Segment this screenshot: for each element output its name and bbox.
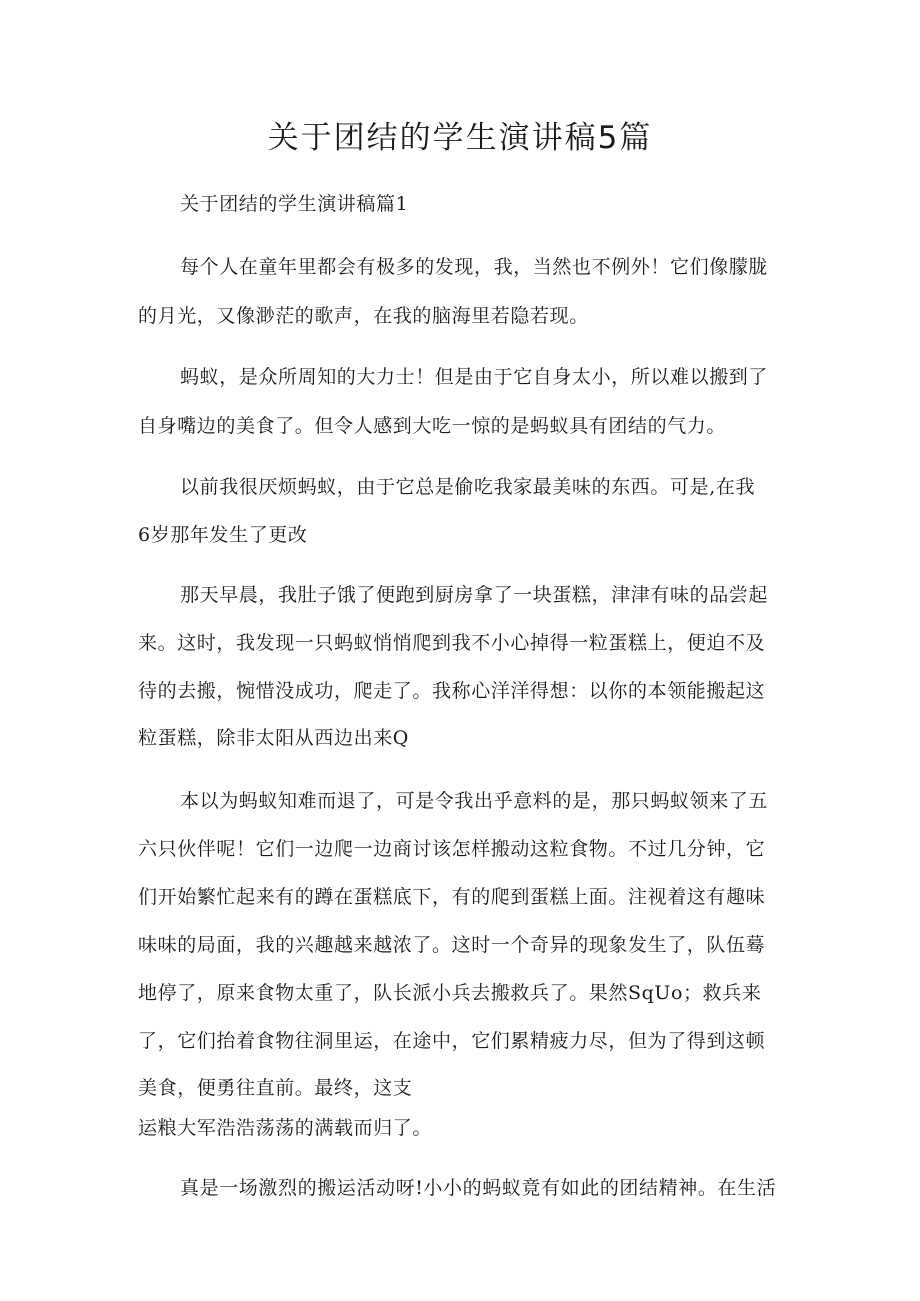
paragraph-line: 美食，便勇往直前。最终，这支: [138, 1077, 413, 1099]
paragraph-line: 那天早晨，我肚子饿了便跑到厨房拿了一块蛋糕，津津有味的品尝起: [180, 584, 769, 606]
paragraph-line: 地停了，原来食物太重了，队长派小兵去搬救兵了。果然SqUo；救兵来: [138, 982, 762, 1004]
paragraph-line: 每个人在童年里都会有极多的发现，我，当然也不例外！它们像朦胧: [180, 256, 769, 278]
paragraph-line: 粒蛋糕，除非太阳从西边出来Q: [138, 727, 409, 749]
paragraph-line: 蚂蚁，是众所周知的大力士！但是由于它自身太小，所以难以搬到了: [180, 366, 769, 388]
paragraph-line: 待的去搬，惋惜没成功，爬走了。我称心洋洋得想：以你的本领能搬起这: [138, 680, 766, 702]
section-heading: 关于团结的学生演讲稿篇1: [180, 193, 409, 215]
paragraph-line: 真是一场激烈的搬运活动呀!小小的蚂蚁竟有如此的团结精神。在生活: [180, 1177, 777, 1199]
document-title: 关于团结的学生演讲稿5篇: [267, 120, 653, 156]
paragraph-line: 以前我很厌烦蚂蚁，由于它总是偷吃我家最美味的东西。可是,在我: [180, 476, 756, 498]
paragraph-line: 的月光，又像渺茫的歌声，在我的脑海里若隐若现。: [138, 305, 589, 327]
paragraph-line: 了，它们抬着食物往洞里运，在途中，它们累精疲力尽，但为了得到这顿: [138, 1030, 766, 1052]
paragraph-line: 6岁那年发生了更改: [138, 524, 308, 546]
paragraph-line: 来。这时，我发现一只蚂蚁悄悄爬到我不小心掉得一粒蛋糕上，便迫不及: [138, 632, 766, 654]
paragraph-line: 六只伙伴呢！它们一边爬一边商讨该怎样搬动这粒食物。不过几分钟，它: [138, 838, 766, 860]
paragraph-line: 味味的局面，我的兴趣越来越浓了。这时一个奇异的现象发生了，队伍蓦: [138, 934, 766, 956]
paragraph-line: 运粮大军浩浩荡荡的满载而归了。: [138, 1117, 433, 1139]
paragraph-line: 们开始繁忙起来有的蹲在蛋糕底下，有的爬到蛋糕上面。注视着这有趣味: [138, 886, 766, 908]
paragraph-line: 本以为蚂蚁知难而退了，可是令我出乎意料的是，那只蚂蚁领来了五: [180, 790, 769, 812]
paragraph-line: 自身嘴边的美食了。但令人感到大吃一惊的是蚂蚁具有团结的气力。: [138, 415, 727, 437]
